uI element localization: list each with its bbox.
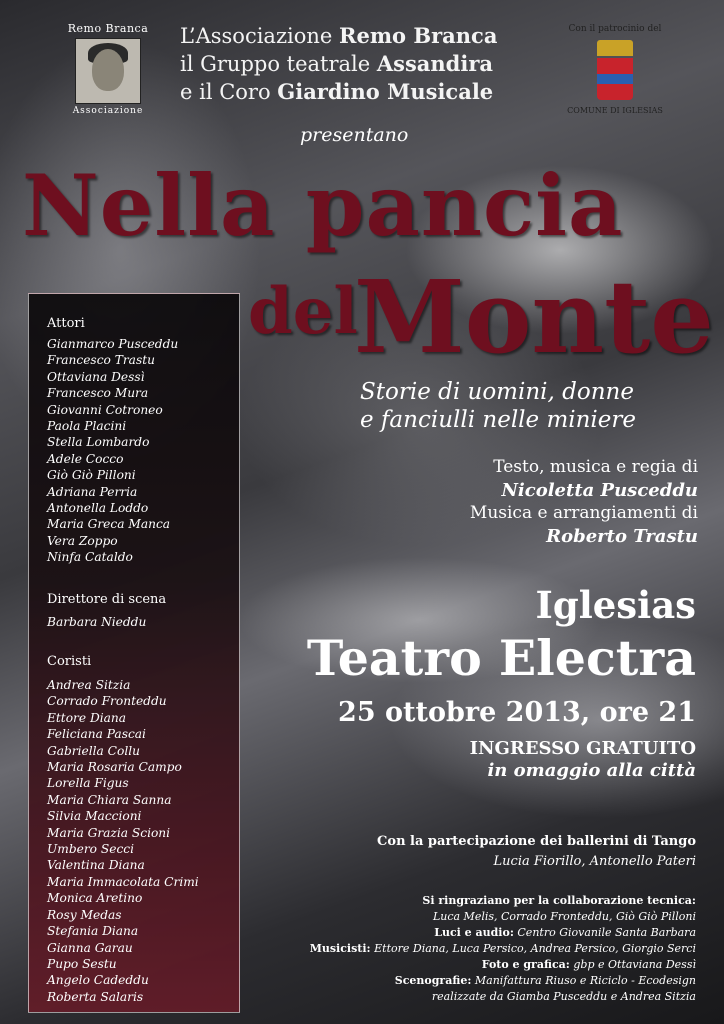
thanks-value: gbp e Ottaviana Dessì [573, 958, 696, 971]
credit-name: Roberto Trastu [546, 526, 698, 547]
presentano-text: presentano [300, 124, 409, 146]
actors-list [47, 336, 178, 566]
title-line1: Nella pancia [22, 156, 624, 255]
thanks-block [266, 893, 696, 1005]
list-item: Roberta Salaris [47, 989, 144, 1004]
presenter-line [180, 22, 570, 50]
list-item: Gianmarco Pusceddu [47, 337, 179, 351]
list-item: Umbero Secci [47, 842, 134, 857]
venue-theatre: Teatro Electra [306, 629, 696, 687]
list-item: Maria Greca Manca [47, 517, 171, 532]
subtitle-line2: e fanciulli nelle miniere [360, 407, 636, 433]
subtitle [360, 378, 710, 434]
director-name [47, 614, 146, 630]
list-item: Gianna Garau [47, 940, 133, 955]
logo-top-text: Remo Branca [67, 22, 149, 35]
dancers-names: Lucia Fiorillo, Antonello Pateri [493, 854, 696, 869]
patronage-name: COMUNE DI IGLESIAS [567, 106, 663, 115]
list-item: Ottaviana Dessì [47, 369, 145, 384]
entry-info [470, 738, 696, 782]
list-item: Giovanni Cotroneo [47, 402, 163, 417]
director-heading: Direttore di scena [47, 592, 167, 607]
presenter-prefix: L’Associazione [180, 24, 339, 48]
patronage-label: Con il patrocinio del [568, 24, 662, 34]
list-item: Gabriella Collu [47, 743, 140, 758]
presenter-name: Assandira [376, 51, 494, 76]
association-logo [66, 22, 150, 116]
thanks-tech-names: Luca Melis, Corrado Fronteddu, Giò Giò Pilloni [432, 910, 696, 923]
event-date: 25 ottobre 2013, ore 21 [338, 697, 696, 728]
dancers-block [296, 832, 696, 872]
credit-role: Musica e arrangiamenti di [469, 503, 698, 523]
list-item: Angelo Cadeddu [47, 973, 149, 988]
logo-bottom-text: Associazione [72, 106, 144, 116]
dancers-heading: Con la partecipazione dei ballerini di Tango [377, 834, 696, 849]
crown-icon [597, 40, 633, 56]
list-item: Antonella Loddo [47, 501, 149, 516]
coat-of-arms-icon [597, 40, 633, 100]
list-item: Silvia Maccioni [47, 809, 142, 824]
thanks-value: Ettore Diana, Luca Persico, Andrea Persico, Giorgio Serci [374, 942, 696, 955]
thanks-label: Foto e grafica: [481, 958, 570, 971]
thanks-label: Scenografie: [394, 974, 472, 987]
title-line2b: Monte [354, 258, 714, 376]
credit-role: Testo, musica e regia di [493, 457, 698, 477]
thanks-label: Musicisti: [309, 942, 371, 955]
presenters-block [180, 22, 570, 106]
choir-list [47, 677, 199, 1005]
thanks-label: Luci e audio: [434, 926, 514, 939]
thanks-heading: Si ringraziano per la collaborazione tecnica: [422, 894, 696, 907]
shield-icon [597, 58, 633, 100]
list-item: Feliciana Pascai [47, 727, 146, 742]
list-item: Stella Lombardo [47, 435, 150, 450]
list-item: Barbara Nieddu [47, 615, 147, 629]
cast-panel [28, 293, 240, 1013]
thanks-value: realizzate da Giamba Pusceddu e Andrea Sitzia [431, 990, 696, 1003]
list-item: Valentina Diana [47, 858, 145, 873]
list-item: Adriana Perria [47, 484, 138, 499]
list-item: Adele Cocco [47, 451, 124, 466]
list-item: Rosy Medas [47, 907, 122, 922]
patronage-block [555, 24, 675, 115]
actors-heading: Attori [47, 316, 85, 331]
thanks-value: Centro Giovanile Santa Barbara [517, 926, 696, 939]
list-item: Maria Chiara Sanna [47, 792, 172, 807]
thanks-value: Manifattura Riuso e Riciclo - Ecodesign [474, 974, 696, 987]
choir-heading: Coristi [47, 654, 92, 669]
list-item: Maria Immacolata Crimi [47, 874, 199, 889]
presenter-line [180, 50, 570, 78]
credits-block [368, 456, 698, 548]
list-item: Ninfa Cataldo [47, 550, 133, 565]
presenter-name: Giardino Musicale [277, 79, 494, 104]
list-item: Ettore Diana [47, 710, 126, 725]
presenter-line [180, 78, 570, 106]
list-item: Maria Rosaria Campo [47, 760, 182, 775]
list-item: Vera Zoppo [47, 533, 118, 548]
portrait-face [92, 49, 124, 91]
list-item: Andrea Sitzia [47, 678, 131, 692]
list-item: Lorella Figus [47, 776, 129, 791]
list-item: Pupo Sestu [47, 956, 117, 971]
credit-name: Nicoletta Pusceddu [501, 480, 698, 501]
venue-city: Iglesias [535, 583, 696, 627]
list-item: Maria Grazia Scioni [47, 825, 171, 840]
entry-note: in omaggio alla città [487, 760, 696, 781]
subtitle-line1: Storie di uomini, donne [360, 379, 634, 405]
portrait-image [75, 38, 141, 104]
presenter-name: Remo Branca [339, 23, 498, 48]
list-item: Monica Aretino [47, 891, 143, 906]
presenter-prefix: il Gruppo teatrale [180, 52, 377, 76]
entry-label: INGRESSO GRATUITO [469, 738, 696, 759]
list-item: Francesco Mura [47, 386, 149, 401]
title-line2a: del [248, 274, 358, 349]
list-item: Giò Giò Pilloni [47, 468, 136, 483]
list-item: Corrado Fronteddu [47, 694, 167, 709]
list-item: Francesco Trastu [47, 353, 155, 368]
list-item: Paola Placini [47, 419, 127, 434]
presenter-prefix: e il Coro [180, 80, 278, 104]
list-item: Stefania Diana [47, 924, 139, 939]
